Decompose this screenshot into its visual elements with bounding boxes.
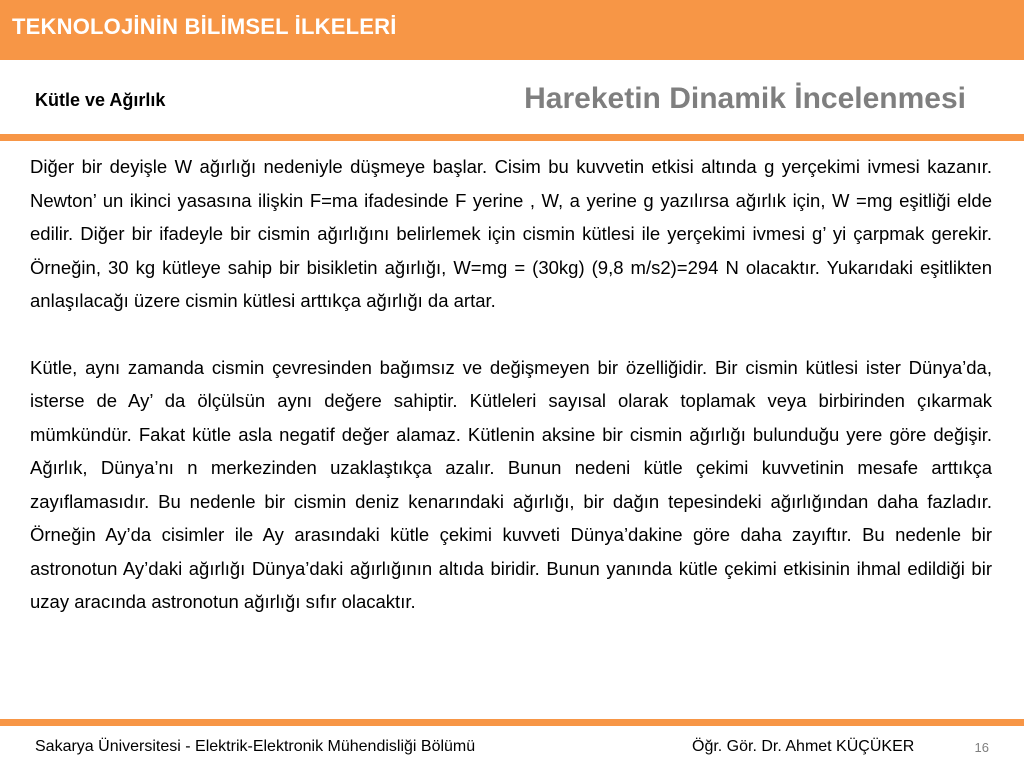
bottom-divider	[0, 719, 1024, 726]
page-number: 16	[974, 740, 989, 755]
body-paragraph-1: Diğer bir deyişle W ağırlığı nedeniyle düşmeye başlar. Cisim bu kuvvetin etkisi altında g yerçekimi ivmesi kazanır. Newton’ un ikinci yasasına ilişkin F=ma ifadesinde F yerine , W, a yerine g yazılırsa ağırlık için, W =mg eşitliği elde edilir. Diğer bir ifadeyle bir cismin ağırlığını belirlemek için cismin kütlesi ile yerçekimi ivmesi g’ yi çarpmak gerekir. Örneğin, 30 kg kütleye sahip bir bisikletin ağırlığı, W=mg = (30kg) (9,8 m/s2)=294 N olacaktır. Yukarıdaki eşitlikten anlaşılacağı üzere cismin kütlesi arttıkça ağırlığı da artar.	[30, 156, 992, 311]
course-title: TEKNOLOJİNİN BİLİMSEL İLKELERİ	[12, 14, 397, 39]
section-label: Kütle ve Ağırlık	[35, 90, 166, 110]
slide-heading: Hareketin Dinamik İncelenmesi	[524, 82, 966, 115]
body-paragraph-2: Kütle, aynı zamanda cismin çevresinden bağımsız ve değişmeyen bir özelliğidir. Bir cismin kütlesi ister Dünya’da, isterse de Ay’ da ölçülsün aynı değere sahiptir. Kütleleri sayısal olarak toplamak veya birbirinden çıkarmak mümkündür. Fakat kütle asla negatif değer alamaz. Kütlenin aksine bir cismin ağırlığı bulunduğu yere göre değişir. Ağırlık, Dünya’nı n merkezinden uzaklaştıkça azalır. Bunun nedeni kütle çekimi kuvvetinin mesafe arttıkça zayıflamasıdır. Bu nedenle bir cismin deniz kenarındaki ağırlığı, bir dağın tepesindeki ağırlığından daha fazladır. Örneğin Ay’da cisimler ile Ay arasındaki kütle çekimi kuvveti Dünya’dakine göre daha zayıftır. Bu nedenle bir astronotun Ay’daki ağırlığı Dünya’daki ağırlığının altıda biridir. Bunun yanında kütle çekimi etkisinin ihmal edildiği bir uzay aracında astronotun ağırlığı sıfır olacaktır.	[30, 356, 992, 612]
footer-institution: Sakarya Üniversitesi - Elektrik-Elektronik Mühendisliği Bölümü	[35, 738, 476, 755]
slide-body	[30, 150, 992, 619]
header-bar	[0, 0, 1024, 60]
top-divider	[0, 134, 1024, 141]
footer-author: Öğr. Gör. Dr. Ahmet KÜÇÜKER	[692, 738, 915, 755]
